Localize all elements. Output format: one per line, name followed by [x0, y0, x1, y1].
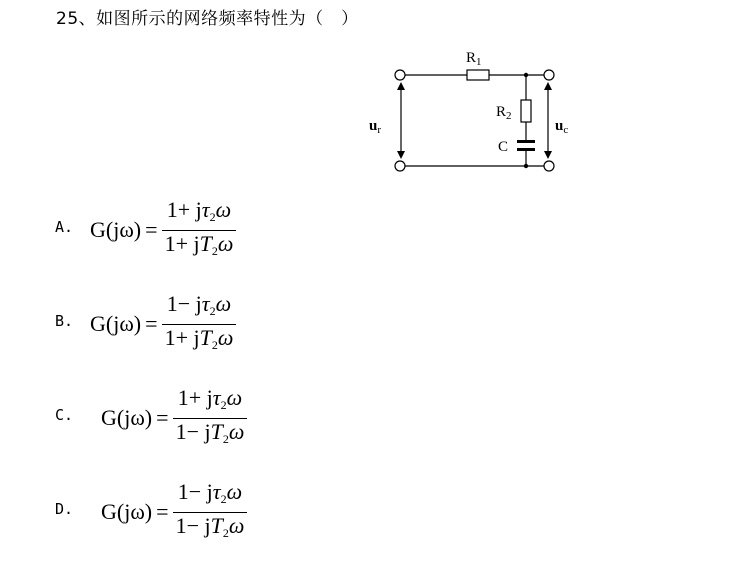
input-voltage-label: $u_r$: [369, 118, 382, 136]
denominator: $1- jT_2\omega$: [173, 512, 248, 546]
equals-sign: =: [145, 217, 158, 242]
input-arrow-head-up: [397, 82, 405, 90]
capacitor-label: C: [498, 139, 509, 155]
denominator: $1+ jT_2\omega$: [162, 230, 237, 264]
fraction: [173, 479, 248, 546]
option-d[interactable]: [55, 480, 375, 544]
option-label: C.: [55, 406, 74, 424]
formula: [101, 386, 247, 450]
capacitor-plate-bottom: [517, 148, 535, 151]
question-title: [56, 4, 359, 29]
numerator: $1- j\tau_2\omega$: [166, 290, 232, 318]
option-c[interactable]: [55, 386, 375, 450]
resistor-r2: [521, 100, 531, 122]
equals-sign: =: [156, 405, 169, 430]
junction-dot-top: [524, 73, 528, 77]
terminal-input-bottom: [395, 161, 405, 171]
question-separator: 、: [78, 9, 97, 29]
formula-lhs: G(jω): [101, 499, 153, 524]
denominator: $1+ jT_2\omega$: [162, 324, 237, 358]
option-label: D.: [55, 500, 74, 518]
input-arrow-head-down: [397, 151, 405, 159]
formula: [90, 292, 236, 356]
formula-lhs: G(jω): [90, 217, 142, 242]
output-arrow-head-up: [544, 82, 552, 90]
numerator: $1- j\tau_2\omega$: [177, 478, 243, 506]
formula: [101, 480, 247, 544]
option-a[interactable]: [55, 198, 375, 262]
terminal-output-top: [544, 70, 554, 80]
r2-label: $R_2$: [496, 104, 512, 122]
circuit-diagram: [360, 40, 590, 180]
capacitor-plate-top: [517, 140, 535, 143]
terminal-input-top: [395, 70, 405, 80]
numerator: $1+ j\tau_2\omega$: [166, 196, 232, 224]
question-number: 25: [56, 9, 79, 29]
question-text: 如图所示的网络频率特性为（ ）: [96, 9, 359, 29]
output-arrow-head-down: [544, 151, 552, 159]
fraction: [162, 197, 237, 264]
resistor-r1: [467, 70, 489, 80]
numerator: $1+ j\tau_2\omega$: [177, 384, 243, 412]
terminal-output-bottom: [544, 161, 554, 171]
formula-lhs: G(jω): [90, 311, 142, 336]
option-label: A.: [55, 218, 74, 236]
equals-sign: =: [156, 499, 169, 524]
r1-label: $R_1$: [466, 50, 482, 68]
fraction: [173, 385, 248, 452]
formula: [90, 198, 236, 262]
option-label: B.: [55, 312, 74, 330]
denominator: $1- jT_2\omega$: [173, 418, 248, 452]
equals-sign: =: [145, 311, 158, 336]
fraction: [162, 291, 237, 358]
formula-lhs: G(jω): [101, 405, 153, 430]
option-b[interactable]: [55, 292, 375, 356]
output-voltage-label: $u_c$: [555, 118, 569, 136]
junction-dot-bottom: [524, 164, 528, 168]
